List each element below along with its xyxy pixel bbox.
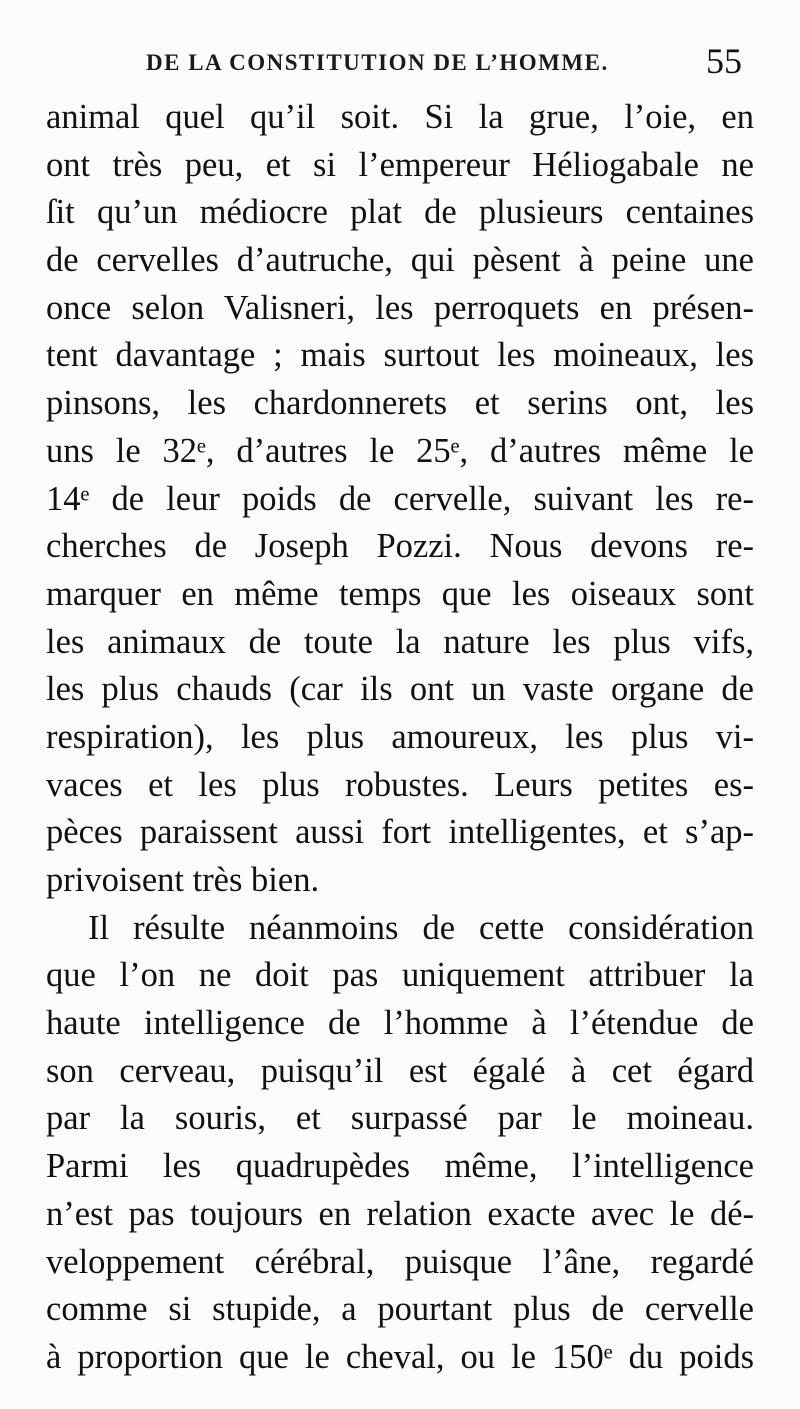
text-line: once selon Valisneri, les perroquets en présen-: [46, 288, 754, 327]
text-line: les animaux de toute la nature les plus vifs,: [46, 622, 754, 661]
text-line: tent davantage ; mais surtout les moineaux, les: [46, 336, 754, 375]
text-line: cherches de Joseph Pozzi. Nous devons re-: [46, 527, 754, 566]
text-line: ont très peu, et si l’empereur Héliogabale ne: [46, 145, 754, 184]
text-line: les plus chauds (car ils ont un vaste organe de: [46, 670, 754, 709]
text-line: comme si stupide, a pourtant plus de cervelle: [46, 1290, 754, 1329]
text-line: 14ᵉ de leur poids de cervelle, suivant les re-: [46, 479, 754, 518]
text-line: vaces et les plus robustes. Leurs petites es-: [46, 765, 754, 804]
body-text: [46, 94, 754, 1382]
text-line: par la souris, et surpassé par le moineau.: [46, 1099, 754, 1138]
text-line: Il résulte néanmoins de cette considération: [88, 908, 754, 947]
text-line: pèces paraissent aussi fort intelligentes, et s’ap-: [46, 813, 754, 852]
text-line: marquer en même temps que les oiseaux sont: [46, 574, 754, 613]
text-line: à proportion que le cheval, ou le 150ᵉ du poids: [46, 1337, 754, 1376]
text-line: son cerveau, puisqu’il est égalé à cet égard: [46, 1051, 754, 1090]
running-head: DE LA CONSTITUTION DE L’HOMME.: [146, 50, 609, 75]
page-header: [0, 38, 800, 88]
text-line: pinsons, les chardonnerets et serins ont, les: [46, 384, 754, 423]
text-line: de cervelles d’autruche, qui pèsent à peine une: [46, 241, 754, 280]
text-line: respiration), les plus amoureux, les plus vi-: [46, 717, 754, 756]
text-line: que l’on ne doit pas uniquement attribuer la: [46, 956, 754, 995]
text-line: Parmi les quadrupèdes même, l’intelligence: [46, 1147, 754, 1186]
page-number: 55: [706, 41, 742, 81]
text-line: haute intelligence de l’homme à l’étendue de: [46, 1004, 754, 1043]
text-line: privoisent très bien.: [46, 861, 320, 899]
text-line: veloppement cérébral, puisque l’âne, regardé: [46, 1242, 754, 1281]
text-line: uns le 32ᵉ, d’autres le 25ᵉ, d’autres même le: [46, 431, 754, 470]
text-line: ſit qu’un médiocre plat de plusieurs centaines: [46, 193, 754, 232]
text-line: animal quel qu’il soit. Si la grue, l’oie, en: [46, 98, 754, 136]
text-line: n’est pas toujours en relation exacte avec le dé-: [46, 1194, 754, 1233]
